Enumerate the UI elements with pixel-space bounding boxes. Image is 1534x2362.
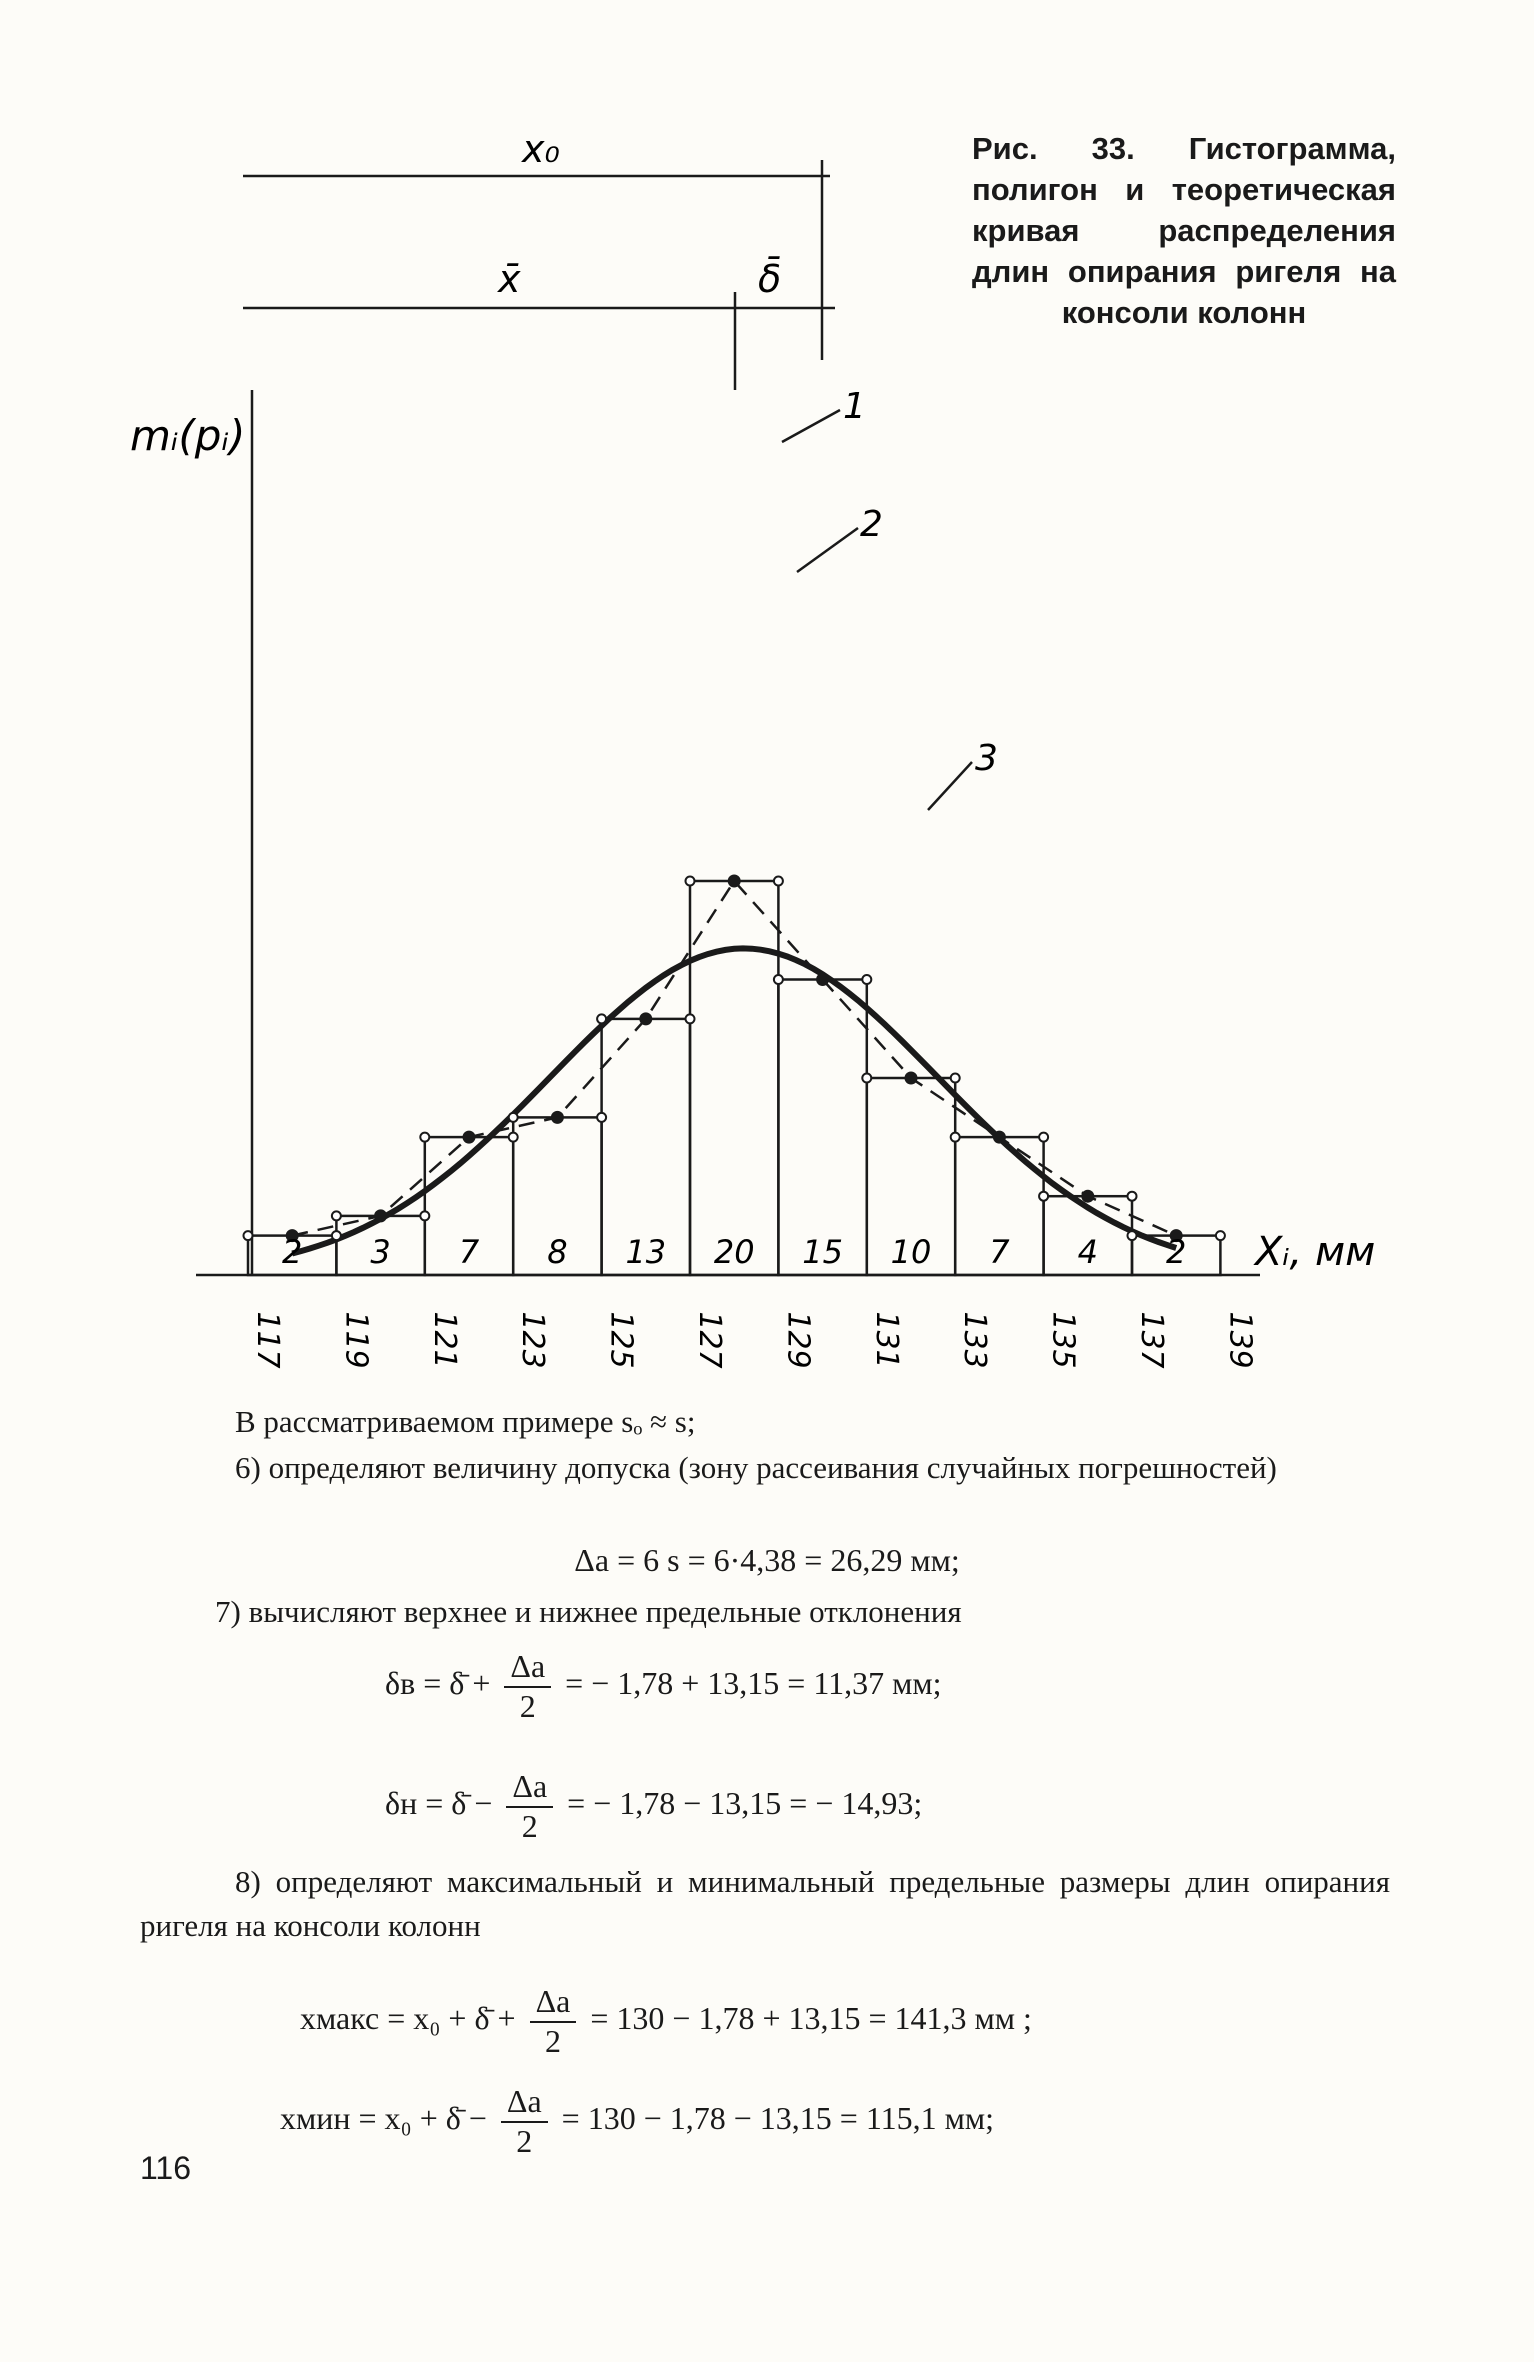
equation-2-left: δв = δ̄ +	[385, 1664, 491, 1701]
bar-corner-dot	[1039, 1192, 1048, 1201]
bin-frequency-label: 4	[1077, 1233, 1098, 1271]
bar-corner-dot	[1216, 1231, 1225, 1240]
fraction-numerator: Δа	[506, 1770, 553, 1808]
curve-label-2: 2	[860, 504, 883, 545]
bin-frequency-label: 10	[890, 1233, 932, 1271]
x-tick-label: 117	[250, 1311, 285, 1369]
x-tick-label: 133	[957, 1311, 993, 1369]
bar-corner-dot	[951, 1133, 960, 1142]
bar-corner-dot	[244, 1231, 253, 1240]
fraction-denominator: 2	[521, 1807, 538, 1844]
x-tick-label: 125	[603, 1311, 639, 1369]
histogram-bar	[690, 881, 778, 1275]
polygon-point	[463, 1131, 476, 1144]
equation-1: Δа = 6 s = 6·4,38 = 26,29 мм;	[574, 1542, 960, 1578]
x-tick-label: 121	[426, 1311, 462, 1369]
curve-label-3: 3	[975, 738, 998, 779]
bar-corner-dot	[420, 1211, 429, 1220]
bin-frequency-label: 7	[989, 1233, 1010, 1271]
equation-5	[280, 2085, 994, 2158]
fraction-denominator: 2	[519, 1687, 536, 1724]
bar-corner-dot	[597, 1014, 606, 1023]
equation-4-right: = 130 − 1,78 + 13,15 = 141,3 мм ;	[590, 1999, 1032, 2036]
leader-2	[797, 528, 858, 572]
bar-corner-dot	[597, 1113, 606, 1122]
bin-frequency-label: 2	[1166, 1233, 1187, 1271]
fraction-numerator: Δа	[501, 2085, 548, 2123]
histogram-bar	[778, 980, 866, 1276]
equation-3	[385, 1770, 922, 1843]
bin-frequency-label: 3	[370, 1233, 391, 1271]
bar-corner-dot	[686, 877, 695, 886]
polygon-point	[374, 1209, 387, 1222]
bar-corner-dot	[1039, 1133, 1048, 1142]
bin-frequency-label: 15	[802, 1233, 843, 1271]
bar-corner-dot	[332, 1231, 341, 1240]
text-line-4: 8) определяют максимальный и минимальный предельные размеры длин опирания ригеля на консоли колонн	[140, 1864, 1390, 1943]
polygon-point	[728, 875, 741, 888]
equation-2	[385, 1650, 942, 1723]
equation-4-left: xмакс = x₀ + δ̄ +	[300, 1999, 516, 2036]
equation-3-left: δн = δ̄ −	[385, 1784, 493, 1821]
delta-label: δ̄	[758, 257, 782, 301]
bin-frequency-label: 13	[625, 1233, 667, 1271]
polygon-point	[551, 1111, 564, 1124]
equation-2-right: = − 1,78 + 13,15 = 11,37 мм;	[565, 1664, 942, 1701]
bar-corner-dot	[862, 1074, 871, 1083]
bar-corner-dot	[774, 975, 783, 984]
bar-corner-dot	[774, 877, 783, 886]
equation-2-fraction	[504, 1650, 551, 1723]
x-tick-label: 123	[515, 1311, 551, 1369]
x-tick-label: 129	[780, 1311, 816, 1369]
x-tick-label: 127	[692, 1311, 727, 1369]
text-line-3: 7) вычисляют верхнее и нижнее предельные отклонения	[215, 1594, 962, 1629]
equation-5-right: = 130 − 1,78 − 13,15 = 115,1 мм;	[561, 2099, 995, 2136]
bin-frequency-label: 8	[547, 1233, 568, 1271]
x-tick-label: 137	[1134, 1311, 1169, 1369]
x0-label: x₀	[522, 127, 560, 171]
x-tick-label: 131	[868, 1311, 904, 1369]
polygon-point	[639, 1012, 652, 1025]
equation-3-fraction	[506, 1770, 553, 1843]
text-line-2: 6) определяют величину допуска (зону рассеивания случайных погрешностей)	[235, 1450, 1277, 1485]
polygon-point	[816, 973, 829, 986]
equation-3-right: = − 1,78 − 13,15 = − 14,93;	[567, 1784, 923, 1821]
leader-3	[928, 762, 972, 810]
bar-corner-dot	[686, 1014, 695, 1023]
bar-corner-dot	[509, 1133, 518, 1142]
equation-4	[300, 1985, 1032, 2058]
x-tick-label: 135	[1045, 1311, 1081, 1369]
bar-corner-dot	[332, 1211, 341, 1220]
equation-4-fraction	[530, 1985, 577, 2058]
polygon-point	[1081, 1190, 1094, 1203]
bar-corner-dot	[1128, 1231, 1137, 1240]
polygon-point	[905, 1072, 918, 1085]
polygon-point	[993, 1131, 1006, 1144]
equation-5-left: xмин = x₀ + δ̄ −	[280, 2099, 487, 2136]
bar-corner-dot	[862, 975, 871, 984]
x-axis-label: Xᵢ, мм	[1255, 1229, 1376, 1275]
bar-corner-dot	[509, 1113, 518, 1122]
bin-frequency-label: 20	[713, 1233, 755, 1271]
x-tick-label: 139	[1222, 1311, 1258, 1369]
curve-label-1: 1	[843, 386, 866, 427]
xbar-label: x̄	[498, 257, 521, 301]
bar-corner-dot	[951, 1074, 960, 1083]
equation-5-fraction	[501, 2085, 548, 2158]
y-axis-label: mᵢ(pᵢ)	[130, 411, 246, 460]
fraction-numerator: Δа	[530, 1985, 577, 2023]
bin-frequency-label: 2	[282, 1233, 303, 1271]
bin-frequency-label: 7	[458, 1233, 480, 1271]
x-tick-label: 119	[338, 1311, 374, 1369]
fraction-denominator: 2	[544, 2022, 561, 2059]
fraction-denominator: 2	[516, 2122, 533, 2159]
text-line-1: В рассматриваемом примере sₒ ≈ s;	[235, 1404, 696, 1439]
bar-corner-dot	[1128, 1192, 1137, 1201]
leader-1	[782, 410, 840, 442]
figure-caption: Рис. 33. Гистограмма, полигон и теоретическая кривая распределения длин опирания ригеля на консоли колонн	[972, 131, 1396, 330]
fraction-numerator: Δа	[504, 1650, 551, 1688]
page-number: 116	[140, 2150, 192, 2186]
bar-corner-dot	[420, 1133, 429, 1142]
